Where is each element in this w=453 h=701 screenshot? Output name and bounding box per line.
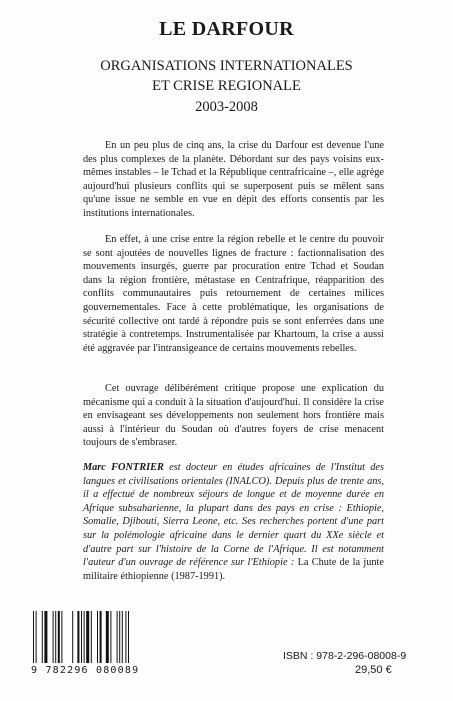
summary-paragraph-3: Cet ouvrage délibérément critique propose une explication du mécanisme qui a conduit à la situation d'aujourd'hui. Il considère la crise en envisageant ses développements non seulement hors frontière mais aussi à l'intérieur du Soudan où d'autres foyers de crise menacent toujours de s'embraser.: [83, 383, 384, 449]
author-name: Marc FONTRIER: [83, 462, 164, 473]
summary-paragraph-1: En un peu plus de cinq ans, la crise du Darfour est devenue l'une des plus complexes de la planète. Débordant sur des pays voisins eux-mêmes instables – le Tchad et la République centrafricaine –, elle agrège aujourd'hui plusieurs conflits qui se superposent puis se mêlent sans qu'une issue ne semble en vue en dépit des efforts consentis par les institutions internationales.: [83, 140, 384, 219]
author-bio: [83, 461, 384, 583]
summary-paragraph-2: En effet, à une crise entre la région rebelle et le centre du pouvoir se sont ajoutées de nouvelles lignes de fracture : factionnalisation des mouvements insurgés, guerre par procuration entre Tchad et Soudan dans la région frontière, métastase en Centrafrique, réapparition des conflits communautaires puis retournement de certaines milices gouvernementales. Face à cette problématique, les organisations de sécurité collective ont tardé à répondre puis se sont enferrées dans une stratégie à contretemps. Instrumentalisée par Khartoum, la crise a aussi été aggravée par l'intransigeance de certains mouvements rebelles.: [83, 234, 384, 354]
author-bio-text: est docteur en études africaines de l'Institut des langues et civilisations orientales (INALCO). Depuis plus de trente ans, il a effectué de nombreux séjours de longue et de moyenne durée en Afrique subsaharienne, la plupart dans des pays en crise : Ethiopie, Somalie, Djibouti, Sierra Leone, etc. Ses recherches portent d'une part sur la polémologie africaine dans le dernier quart du XXe siècle et d'autre part sur l'histoire de la Corne de l'Afrique. Il est notamment l'auteur d'un ouvrage de référence sur l'Ethiopie :: [83, 462, 384, 569]
author-book-title: La Chute de la junte militaire éthiopienne (1987-1991).: [83, 557, 384, 582]
date-range: 2003-2008: [195, 99, 258, 115]
subtitle-line-1: ORGANISATIONS INTERNATIONALES: [100, 58, 353, 74]
subtitle-line-2: ET CRISE REGIONALE: [152, 78, 301, 94]
price: 29,50 €: [355, 664, 392, 676]
isbn: ISBN : 978-2-296-08008-9: [283, 650, 407, 662]
book-title: LE DARFOUR: [159, 18, 294, 40]
barcode-digits: 9 782296 080089: [31, 665, 140, 676]
barcode: [31, 611, 177, 667]
